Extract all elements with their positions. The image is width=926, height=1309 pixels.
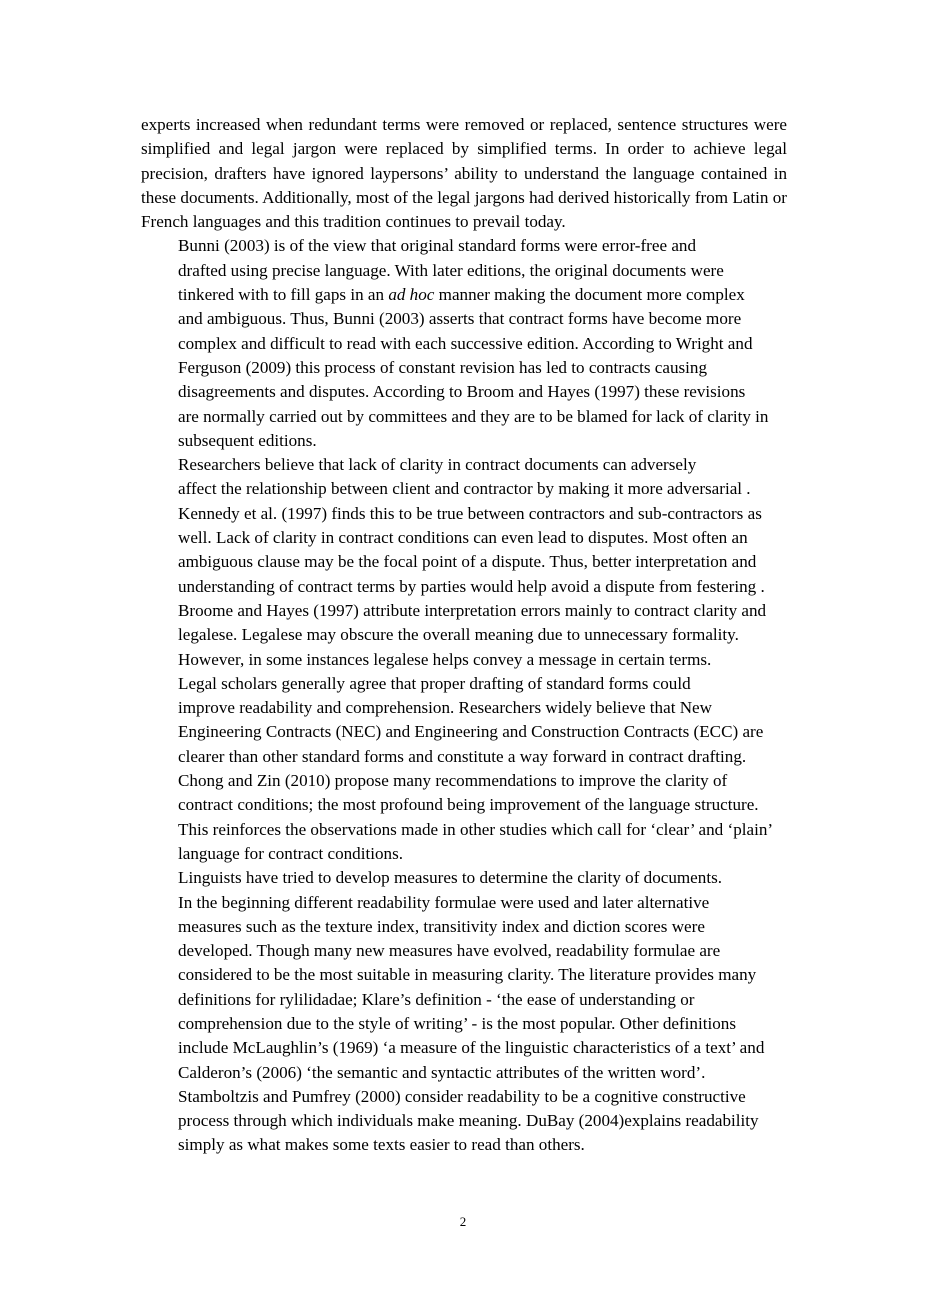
text-line: Broome and Hayes (1997) attribute interpretation errors mainly to contract clarity and (178, 600, 767, 620)
text-line: Calderon’s (2006) ‘the semantic and syntactic attributes of the written word’. (178, 1062, 706, 1082)
text-line: comprehension due to the style of writing’ - is the most popular. Other definitions (178, 1013, 736, 1033)
text-line: In the beginning different readability formulae were used and later alternative (178, 892, 710, 912)
text-line: considered to be the most suitable in measuring clarity. The literature provides many (178, 965, 757, 985)
text-line: subsequent editions. (178, 430, 317, 450)
text-line: Bunni (2003) is of the view that original standard forms were error-free and (178, 236, 696, 256)
paragraph-linguists (141, 866, 787, 1158)
text-line: contract conditions; the most profound being improvement of the language structure. (178, 795, 759, 815)
text-segment: tinkered with to fill gaps in an (178, 285, 389, 305)
text-line: clearer than other standard forms and constitute a way forward in contract drafting. (178, 746, 747, 766)
text-line: Researchers believe that lack of clarity in contract documents can adversely (178, 455, 697, 475)
paragraph-text: experts increased when redundant terms were removed or replaced, sentence structures were simplified and legal jargon were replaced by simplified terms. In order to achieve legal precision, drafters have ignored laypersons’ ability to understand the language contained in these documents. Additionally, most of the legal jargons had derived historically from Latin or French languages and this tradition continues to prevail today. (141, 115, 787, 232)
text-line: affect the relationship between client and contractor by making it more adversarial . (178, 479, 751, 499)
text-line: improve readability and comprehension. Researchers widely believe that New (178, 698, 712, 718)
text-line: This reinforces the observations made in other studies which call for ‘clear’ and ‘plain’ (178, 819, 774, 839)
text-line: and ambiguous. Thus, Bunni (2003) asserts that contract forms have become more (178, 309, 742, 329)
paragraph-bunni (141, 234, 787, 453)
text-line: drafted using precise language. With later editions, the original documents were (178, 260, 724, 280)
page-number: 2 (459, 1214, 467, 1229)
text-line: ambiguous clause may be the focal point of a dispute. Thus, better interpretation and (178, 552, 757, 572)
text-line (141, 283, 787, 307)
text-line: include McLaughlin’s (1969) ‘a measure of the linguistic characteristics of a text’ and (178, 1038, 765, 1058)
italic-term: ad hoc (388, 285, 435, 305)
paragraph-continuation (141, 113, 787, 234)
text-line: simply as what makes some texts easier to read than others. (178, 1135, 585, 1155)
text-line: legalese. Legalese may obscure the overall meaning due to unnecessary formality. (178, 625, 739, 645)
text-line: Ferguson (2009) this process of constant revision has led to contracts causing (178, 357, 708, 377)
text-line: language for contract conditions. (178, 843, 403, 863)
text-line: disagreements and disputes. According to Broom and Hayes (1997) these revisions (178, 382, 746, 402)
text-line: Kennedy et al. (1997) finds this to be true between contractors and sub-contractors as (178, 503, 762, 523)
text-line: Linguists have tried to develop measures to determine the clarity of documents. (178, 868, 722, 888)
text-line: developed. Though many new measures have evolved, readability formulae are (178, 941, 721, 961)
text-line: Stamboltzis and Pumfrey (2000) consider readability to be a cognitive constructive (178, 1086, 746, 1106)
paragraph-legal-scholars (141, 672, 787, 866)
text-line: complex and difficult to read with each successive edition. According to Wright and (178, 333, 753, 353)
text-segment: manner making the document more complex (434, 285, 745, 305)
text-line: process through which individuals make meaning. DuBay (2004)explains readability (178, 1111, 759, 1131)
text-line: Chong and Zin (2010) propose many recommendations to improve the clarity of (178, 771, 728, 791)
text-line: are normally carried out by committees and they are to be blamed for lack of clarity in (178, 406, 769, 426)
paragraph-researchers (141, 453, 787, 672)
document-body (141, 113, 787, 1158)
text-line: Engineering Contracts (NEC) and Engineering and Construction Contracts (ECC) are (178, 722, 764, 742)
text-line: However, in some instances legalese helps convey a message in certain terms. (178, 649, 712, 669)
text-line: Legal scholars generally agree that proper drafting of standard forms could (178, 673, 691, 693)
text-line: well. Lack of clarity in contract conditions can even lead to disputes. Most often an (178, 528, 748, 548)
text-line: measures such as the texture index, transitivity index and diction scores were (178, 916, 705, 936)
text-line: understanding of contract terms by parties would help avoid a dispute from festering . (178, 576, 765, 596)
text-line: definitions for rylilidadae; Klare’s definition - ‘the ease of understanding or (178, 989, 695, 1009)
